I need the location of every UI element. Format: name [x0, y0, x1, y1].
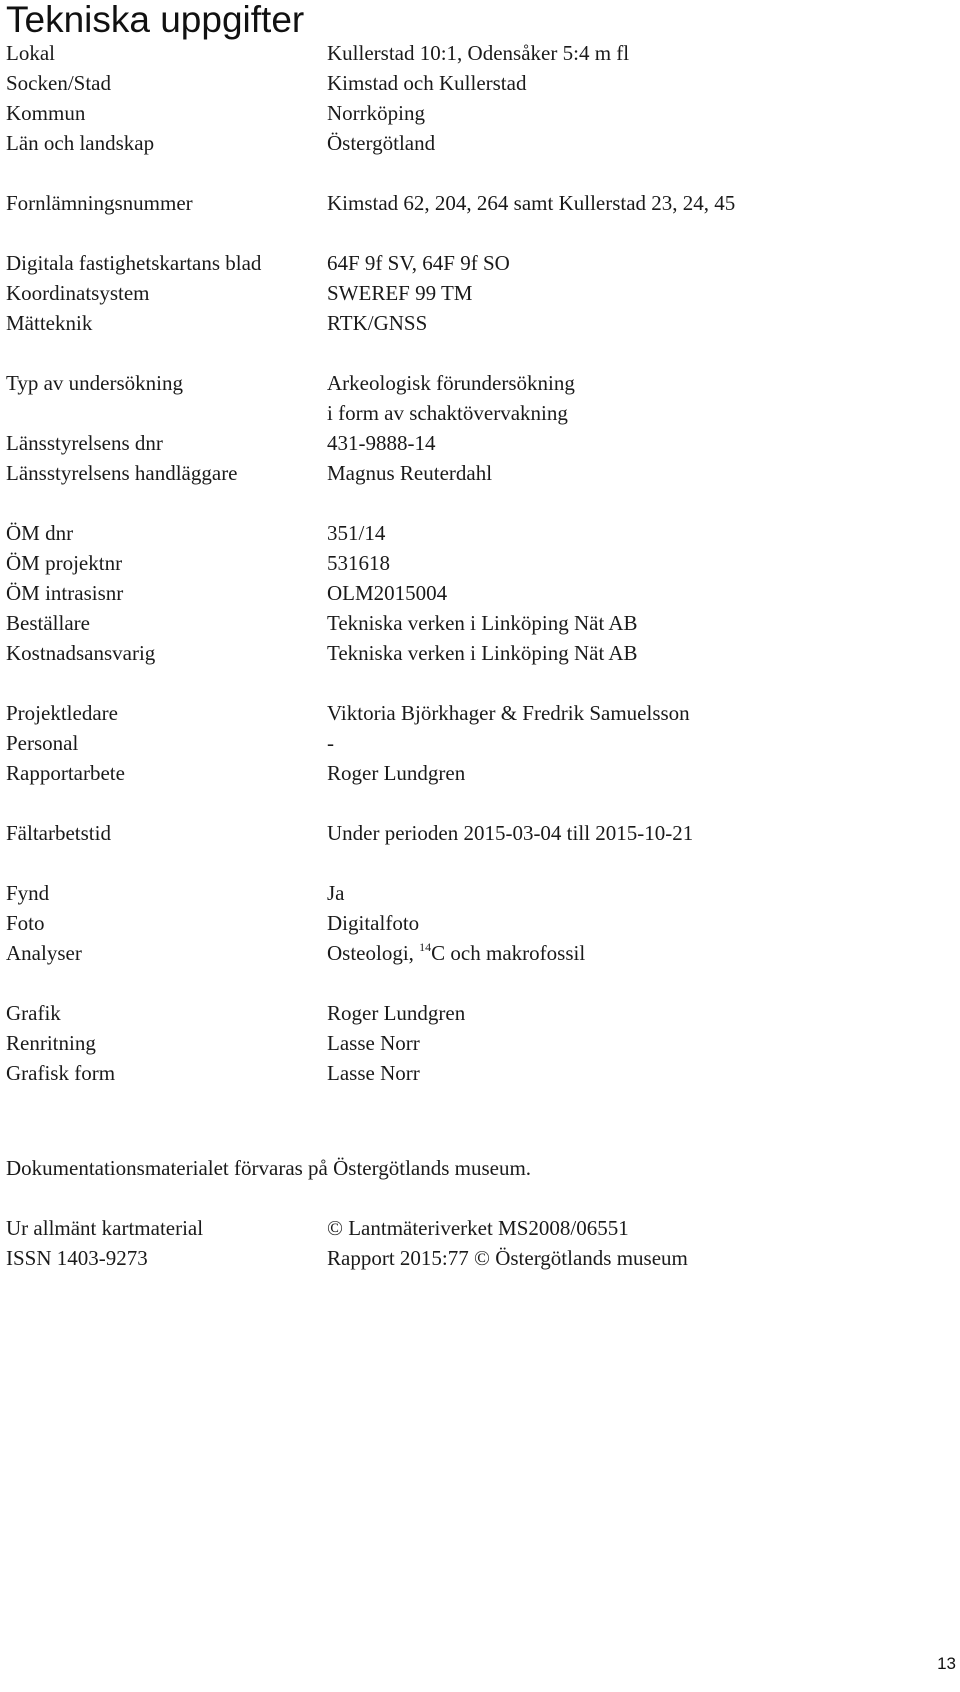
row-label: Mätteknik — [6, 311, 93, 335]
row-value: Rapport 2015:77 © Östergötlands museum — [327, 1246, 688, 1270]
row-foto — [0, 908, 960, 938]
row-value: Lasse Norr — [327, 1061, 420, 1085]
row-om-projektnr — [0, 548, 960, 578]
row-bestallare — [0, 608, 960, 638]
row-value: © Lantmäteriverket MS2008/06551 — [327, 1216, 629, 1240]
analyser-superscript: 14 — [419, 940, 432, 954]
row-label: Kommun — [6, 101, 86, 125]
row-typ-av-undersokning-cont — [0, 398, 960, 428]
row-fastighetskarta — [0, 248, 960, 278]
row-value: Kimstad 62, 204, 264 samt Kullerstad 23, 24, 45 — [327, 191, 736, 215]
row-value: Tekniska verken i Linköping Nät AB — [327, 611, 638, 635]
row-value: Digitalfoto — [327, 911, 420, 935]
row-value: OLM2015004 — [327, 581, 448, 605]
row-socken — [0, 68, 960, 98]
row-renritning — [0, 1028, 960, 1058]
row-label: Grafisk form — [6, 1061, 116, 1085]
row-value: Kimstad och Kullerstad — [327, 71, 527, 95]
row-label: Analyser — [6, 941, 82, 965]
row-lokal — [0, 38, 960, 68]
row-label: ÖM dnr — [6, 521, 74, 545]
row-value: SWEREF 99 TM — [327, 281, 473, 305]
row-lan — [0, 128, 960, 158]
row-value: Östergötland — [327, 131, 436, 155]
row-value: Arkeologisk förundersökning — [327, 371, 575, 395]
row-typ-av-undersokning — [0, 368, 960, 398]
row-om-intrasisnr — [0, 578, 960, 608]
row-value — [327, 938, 585, 968]
page-number: 13 — [937, 1654, 956, 1673]
row-value: Kullerstad 10:1, Odensåker 5:4 m fl — [327, 41, 630, 65]
footer-row-issn — [0, 1243, 960, 1273]
row-value: Under perioden 2015-03-04 till 2015-10-21 — [327, 821, 694, 845]
row-label: Lokal — [6, 41, 55, 65]
row-label: Rapportarbete — [6, 761, 125, 785]
footer-row-kartmaterial — [0, 1213, 960, 1243]
row-label: Ur allmänt kartmaterial — [6, 1216, 204, 1240]
row-label: Länsstyrelsens handläggare — [6, 461, 238, 485]
row-matteknik — [0, 308, 960, 338]
row-label: Grafik — [6, 1001, 61, 1025]
row-value: 531618 — [327, 551, 390, 575]
row-label: ÖM projektnr — [6, 551, 123, 575]
row-label: Fornlämningsnummer — [6, 191, 193, 215]
row-grafik — [0, 998, 960, 1028]
row-label: Koordinatsystem — [6, 281, 150, 305]
row-faltarbetstid — [0, 818, 960, 848]
row-label: Länsstyrelsens dnr — [6, 431, 163, 455]
row-koordinatsystem — [0, 278, 960, 308]
row-lansstyrelsens-dnr — [0, 428, 960, 458]
row-projektledare — [0, 698, 960, 728]
analyser-suffix: C och makrofossil — [431, 941, 586, 965]
row-label: Fältarbetstid — [6, 821, 111, 845]
row-om-dnr — [0, 518, 960, 548]
row-analyser — [0, 938, 960, 968]
row-value: Viktoria Björkhager & Fredrik Samuelsson — [327, 701, 690, 725]
row-value: - — [327, 731, 334, 755]
row-value: Ja — [327, 881, 345, 905]
page-title: Tekniska uppgifter — [6, 0, 305, 40]
row-label: Typ av undersökning — [6, 371, 184, 395]
row-fornlamningsnummer — [0, 188, 960, 218]
row-kostnadsansvarig — [0, 638, 960, 668]
storage-note: Dokumentationsmaterialet förvaras på Östergötlands museum. — [6, 1156, 532, 1180]
row-label: Kostnadsansvarig — [6, 641, 156, 665]
row-value: RTK/GNSS — [327, 311, 428, 335]
row-value: 64F 9f SV, 64F 9f SO — [327, 251, 510, 275]
row-fynd — [0, 878, 960, 908]
row-value: i form av schaktövervakning — [327, 401, 568, 425]
row-label: Personal — [6, 731, 79, 755]
row-label: Fynd — [6, 881, 50, 905]
row-value: Norrköping — [327, 101, 425, 125]
row-grafisk-form — [0, 1058, 960, 1088]
row-label: Foto — [6, 911, 45, 935]
row-label: Län och landskap — [6, 131, 155, 155]
row-value: Roger Lundgren — [327, 1001, 466, 1025]
row-value: 351/14 — [327, 521, 386, 545]
row-value: Magnus Reuterdahl — [327, 461, 493, 485]
row-value: 431-9888-14 — [327, 431, 436, 455]
analyser-prefix: Osteologi, — [327, 941, 420, 965]
storage-note-row — [0, 1153, 960, 1183]
row-lansstyrelsens-handlaggare — [0, 458, 960, 488]
row-label: ISSN 1403-9273 — [6, 1246, 148, 1270]
row-label: Renritning — [6, 1031, 96, 1055]
row-value: Lasse Norr — [327, 1031, 420, 1055]
row-kommun — [0, 98, 960, 128]
row-label: Socken/Stad — [6, 71, 111, 95]
row-label: Projektledare — [6, 701, 118, 725]
row-value: Roger Lundgren — [327, 761, 466, 785]
row-rapportarbete — [0, 758, 960, 788]
row-label: ÖM intrasisnr — [6, 581, 124, 605]
row-label: Beställare — [6, 611, 90, 635]
row-label: Digitala fastighetskartans blad — [6, 251, 262, 275]
row-value: Tekniska verken i Linköping Nät AB — [327, 641, 638, 665]
row-personal — [0, 728, 960, 758]
